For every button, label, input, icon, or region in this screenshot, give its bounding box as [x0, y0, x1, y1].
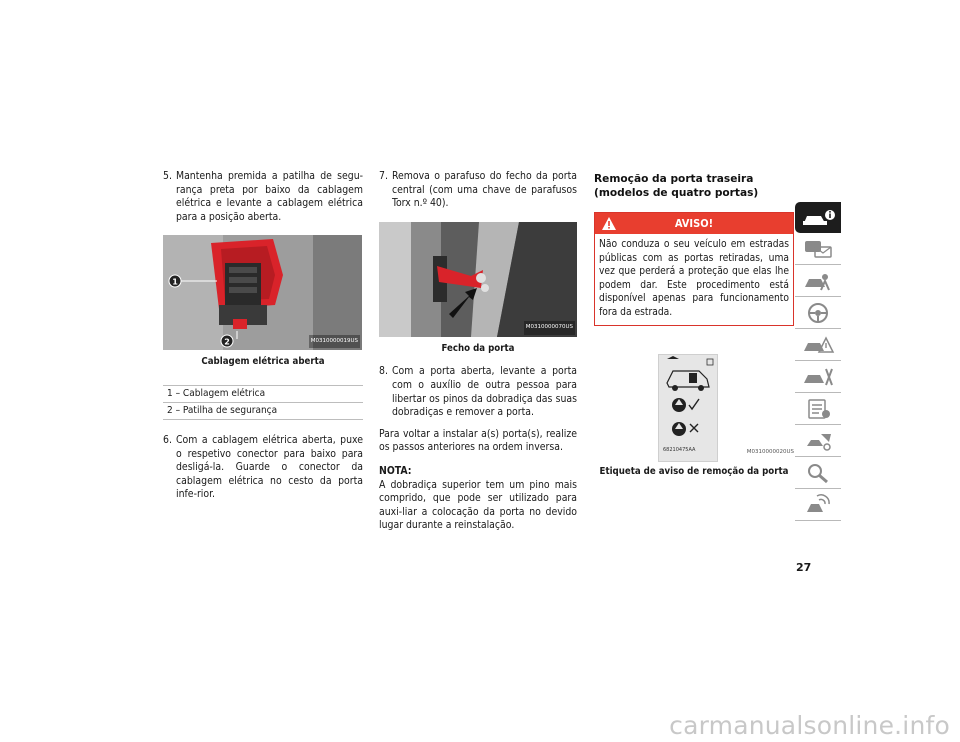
specifications-icon	[801, 430, 835, 452]
maintenance-checklist-icon	[801, 398, 835, 420]
tab-specifications[interactable]	[795, 425, 841, 457]
wiring-harness-photo	[163, 235, 362, 350]
warning-title: AVISO!	[674, 217, 714, 230]
column-right	[594, 172, 794, 478]
tab-service[interactable]	[795, 361, 841, 393]
step-text: Com a cablagem elétrica aberta, puxe o respetivo conector para baixo para desligá-la. Guarde o conector da cablagem elétrica no cesto da porta infe-rior.	[176, 433, 363, 501]
tab-safety[interactable]	[795, 265, 841, 297]
figure-door-latch	[379, 222, 577, 337]
car-info-icon	[801, 208, 835, 228]
figure-warning-label	[594, 352, 794, 462]
step-text: Com a porta aberta, levante a porta com o auxílio de outra pessoa para libertar os pinos da dobradiça das suas dobradiças e remover a porta.	[392, 365, 577, 419]
figure-wiring-harness	[163, 235, 362, 350]
warning-text: Não conduza o seu veículo em estradas públicas com as portas retiradas, uma vez que perderá a proteção que elas lhe podem dar. Este procedimento está disponível apenas para funcionamento fora da estrada.	[599, 239, 789, 318]
page-number: 27	[796, 561, 812, 574]
step-number: 8.	[379, 365, 388, 378]
figure-code: M0310000019US	[309, 335, 360, 349]
figure-caption: Cablagem elétrica aberta	[201, 356, 325, 368]
warning-triangle-icon	[601, 216, 617, 231]
tab-dashboard[interactable]	[795, 233, 841, 265]
figure-code: M0310000020US	[746, 448, 794, 455]
callout-2: 2	[224, 337, 230, 347]
section-title: Remoção da porta traseira (modelos de quatro portas)	[594, 173, 759, 199]
seat-belt-safety-icon	[801, 270, 835, 292]
chapter-tabs	[795, 202, 841, 521]
figure-caption: Etiqueta de aviso de remoção da porta	[599, 465, 789, 477]
legend-item: 1 – Cablagem elétrica	[163, 386, 363, 403]
tab-emergency[interactable]	[795, 329, 841, 361]
tab-car-info[interactable]	[795, 202, 841, 233]
figure-legend	[163, 385, 363, 420]
label-part-number: 68210475AA	[663, 446, 696, 453]
warning-label-card	[658, 354, 718, 462]
reinstall-paragraph: Para voltar a instalar a(s) porta(s), realize os passos anteriores na ordem inversa.	[379, 427, 577, 454]
step-text: Remova o parafuso do fecho da porta central (com uma chave de parafusos Torx n.º 40).	[392, 170, 577, 210]
tab-maintenance[interactable]	[795, 393, 841, 425]
figure-caption: Fecho da porta	[441, 342, 515, 354]
note-text: A dobradiça superior tem um pino mais comprido, que pode ser utilizado para auxi-liar a colocação da porta no devido lugar durante a reinstalação.	[379, 478, 577, 532]
step-6	[163, 434, 363, 502]
step-number: 6.	[163, 433, 172, 446]
step-5	[163, 170, 363, 224]
step-7	[379, 170, 577, 211]
car-service-tools-icon	[801, 366, 835, 388]
step-number: 7.	[379, 170, 388, 182]
multimedia-icon	[801, 494, 835, 516]
figure-code: M0310000070US	[524, 321, 575, 335]
step-number: 5.	[163, 170, 172, 182]
dashboard-message-icon	[801, 238, 835, 260]
step-text: Mantenha premida a patilha de segu-rança preta por baixo da cablagem elétrica e levante a cablagem elétrica para a posição aberta.	[176, 170, 363, 223]
callout-1: 1	[172, 277, 178, 287]
index-search-icon	[801, 462, 835, 484]
tab-multimedia[interactable]	[795, 489, 841, 521]
column-left	[163, 170, 363, 502]
step-8	[379, 365, 577, 419]
tab-driving[interactable]	[795, 297, 841, 329]
tab-index[interactable]	[795, 457, 841, 489]
note-title: NOTA:	[379, 464, 412, 477]
car-warning-icon	[801, 334, 835, 356]
warning-box	[594, 212, 794, 326]
door-latch-photo	[379, 222, 577, 337]
legend-item: 2 – Patilha de segurança	[163, 403, 363, 420]
column-middle	[379, 170, 577, 533]
watermark: carmanualsonline.info	[669, 711, 950, 740]
steering-wheel-icon	[801, 302, 835, 324]
warning-header	[595, 213, 793, 234]
